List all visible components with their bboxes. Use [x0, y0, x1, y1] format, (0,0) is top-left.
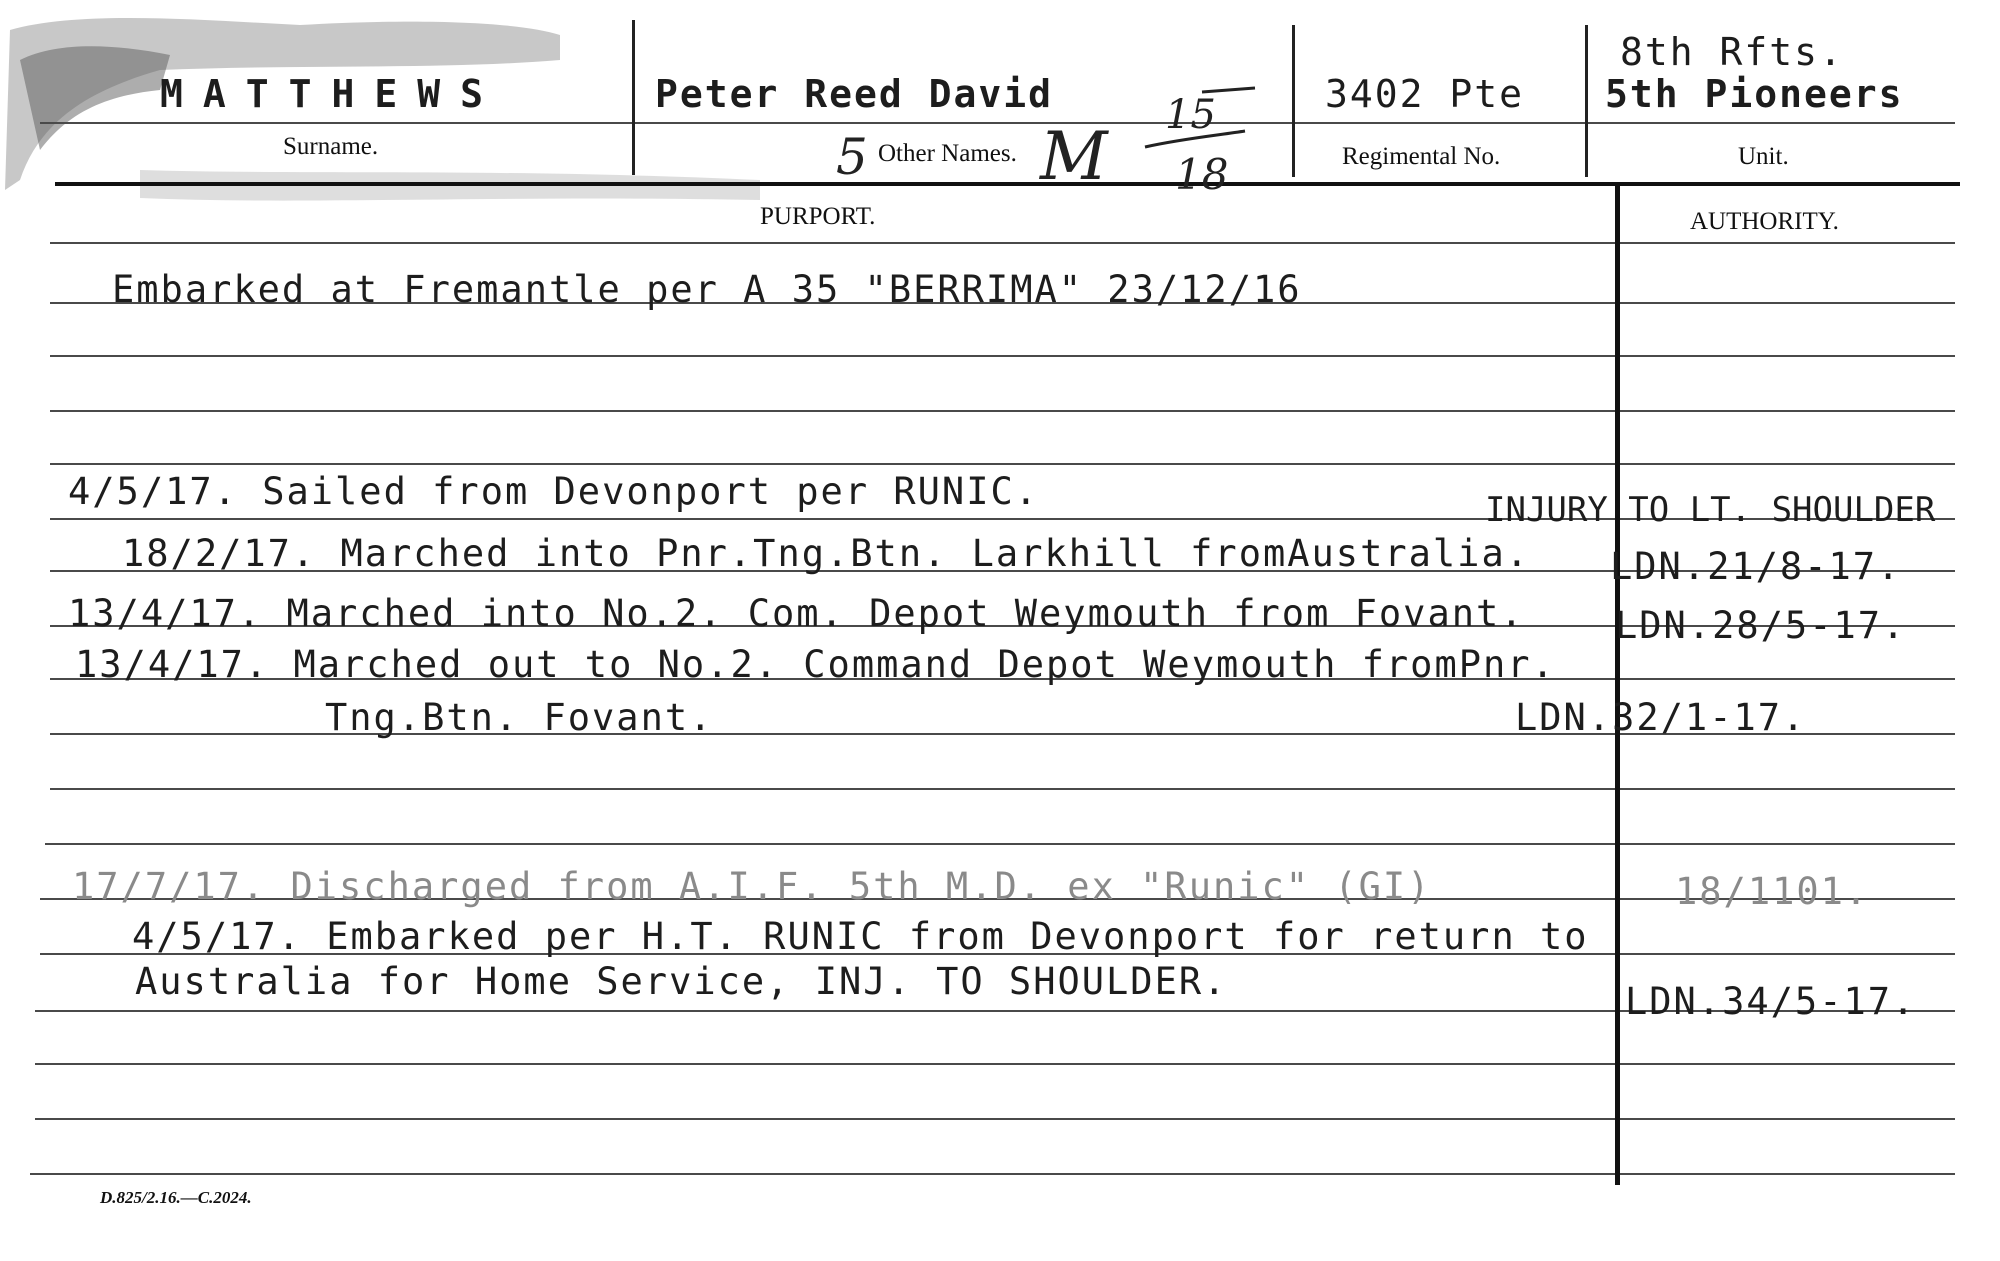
surname-value: MATTHEWS: [160, 72, 504, 116]
authority-18-1101: 18/1101.: [1675, 870, 1870, 913]
entry-embarked-runic-cont: Australia for Home Service, INJ. TO SHOULDER.: [135, 960, 1228, 1003]
handwritten-fraction-denominator: 18: [1175, 150, 1229, 199]
ruled-line: [35, 1063, 1955, 1065]
ruled-line: [45, 843, 1955, 845]
ruled-line: [30, 1173, 1955, 1175]
divider-purport-authority: [1615, 185, 1620, 1185]
entry-marched-weymouth: 13/4/17. Marched into No.2. Com. Depot Weymouth from Fovant.: [68, 592, 1525, 635]
ruled-line: [35, 1118, 1955, 1120]
unit-value-line2: 5th Pioneers: [1605, 72, 1904, 116]
ruled-line: [50, 788, 1955, 790]
ruled-line: [50, 355, 1955, 357]
entry-discharged: 17/7/17. Discharged from A.I.F. 5th M.D. ex "Runic" (GI): [72, 865, 1432, 908]
form-number: D.825/2.16.—C.2024.: [100, 1188, 252, 1207]
handwritten-five: 5: [836, 128, 868, 186]
divider-surname-othernames: [632, 20, 635, 175]
purport-heading: PURPORT.: [760, 203, 876, 230]
unit-label: Unit.: [1738, 143, 1789, 170]
other-names-label: Other Names.: [878, 140, 1017, 167]
dash-mark: [1200, 80, 1260, 100]
handwritten-m: M: [1040, 118, 1108, 195]
authority-injury: INJURY TO LT. SHOULDER: [1485, 490, 1936, 530]
authority-heading: AUTHORITY.: [1690, 208, 1839, 235]
authority-ldn-32-1-17: LDN.32/1-17.: [1515, 696, 1807, 739]
authority-ldn-28-5-17: LDN.28/5-17.: [1615, 604, 1907, 647]
other-names-value: Peter Reed David: [655, 72, 1054, 116]
divider-regno-unit: [1585, 25, 1588, 177]
regimental-no-label: Regimental No.: [1342, 143, 1501, 170]
unit-value-line1: 8th Rfts.: [1620, 30, 1844, 74]
authority-ldn-21-8-17: LDN.21/8-17.: [1610, 545, 1902, 588]
divider-othernames-regno: [1292, 25, 1295, 177]
entry-embarked-runic: 4/5/17. Embarked per H.T. RUNIC from Devonport for return to: [132, 915, 1589, 958]
ruled-line: [50, 242, 1955, 244]
header-row-line: [40, 122, 1955, 124]
entry-marched-larkhill: 18/2/17. Marched into Pnr.Tng.Btn. Larkhill fromAustralia.: [122, 532, 1531, 575]
entry-marched-out: 13/4/17. Marched out to No.2. Command Depot Weymouth fromPnr.: [75, 643, 1556, 686]
entry-sailed-devonport: 4/5/17. Sailed from Devonport per RUNIC.: [68, 470, 1040, 513]
surname-label: Surname.: [283, 133, 379, 160]
header-bottom-rule: [55, 182, 1960, 186]
ruled-line: [50, 410, 1955, 412]
handwritten-fraction-numerator: 15: [1165, 92, 1216, 138]
ruled-line: [50, 463, 1955, 465]
entry-embarked-fremantle: Embarked at Fremantle per A 35 "BERRIMA" 23/12/16: [112, 268, 1302, 311]
authority-ldn-34-5-17: LDN.34/5-17.: [1625, 980, 1917, 1023]
entry-marched-out-cont: Tng.Btn. Fovant.: [325, 696, 714, 739]
regimental-no-value: 3402 Pte: [1325, 72, 1525, 116]
